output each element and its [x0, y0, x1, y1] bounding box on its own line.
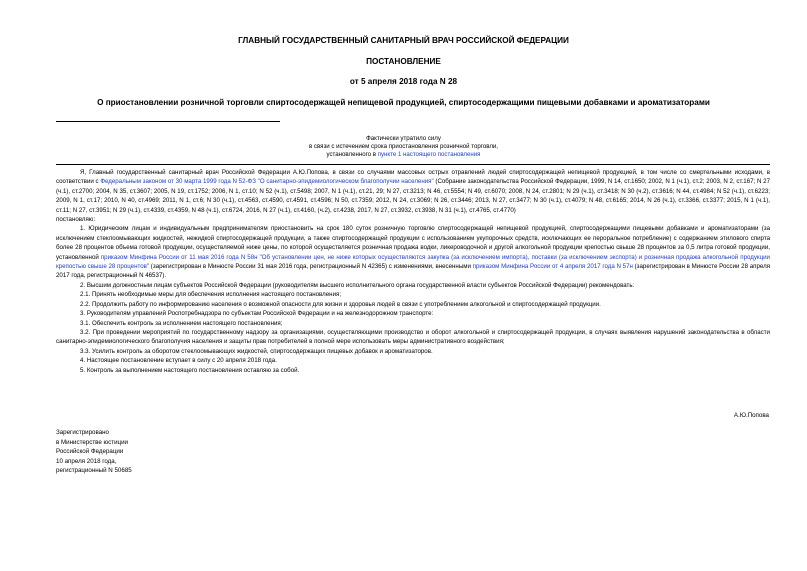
federal-law-link[interactable]: Федеральным законом от 30 марта 1999 года N 52-ФЗ "О санитарно-эпидемиологическом благополучии населения" [100, 178, 434, 186]
preamble-text-2: (Собрание законодательства Российской Федерации, 1999, N 14, ст.1650; 2002, N 1 (ч.1), ст.2; 2003, N 2, ст.167; N 27 (ч.1), ст.2700; 2004, N 35, ст.3607; 2005, N 19, ст.1752; 2006, N 1, ст.10; N 52 (ч.1), ст.5498; 2007, N 1 (ч.1), ст.21, 29; N 27, ст.3213; N 46, ст.5554; N 49, ст.6070; 2008, N 24, ст.2801; N 29 (ч.1), ст.3418; N 30 (ч.2), ст.3616; N 44, ст.4984; N 52 (ч.1), ст.6223; 2009, N 1, ст.17; 2010, N 40, ст.4969; 2011, N 1, ст.6; N 30 (ч.1), ст.4563, ст.4590, ст.4591, ст.4596; N 50, ст.7359; 2012, N 24, ст.3069; N 26, ст.3446; 2013, N 27, ст.3477; N 30 (ч.1), ст.4079; N 48, ст.6165; 2014, N 26 (ч.1), ст.3366, ст.3377; 2015, N 1 (ч.1), ст.11; N 27, ст.3951; N 29 (ч.1), ст.4339, ст.4359, N 48 (ч.1), ст.6724, 2016, N 27 (ч.1), ст.4160, (ч.2), ст.4238, 2017, N 27, ст.3932, ст.3938, N 31 (ч.1), ст.4765, ст.4770) [56, 178, 770, 214]
registration-line: в Министерстве юстиции [56, 438, 129, 446]
separator-short [56, 121, 280, 122]
minfin-order-57n-link[interactable]: приказом Минфина России от 4 апреля 2017 года N 57н [472, 263, 633, 271]
item-1-paragraph [56, 224, 770, 280]
item-3-1: 3.1. Обеспечить контроль за исполнением настоящего постановления; [80, 319, 283, 327]
item-4: 4. Настоящее постановление вступает в силу с 20 апреля 2018 года. [80, 357, 277, 365]
status-note-text: установленного в [326, 151, 378, 158]
minfin-order-58n-link[interactable]: приказом Минфина России от 11 мая 2016 года N 58н "Об установлении цен, не ниже которых осуществляются закупка (за исключением импорта), поставки (за исключением экспорта) и розничная продажа алкогольной продукции крепостью свыше 28 процентов" [56, 253, 770, 271]
item-3: 3. Руководителям управлений Роспотребнадзора по субъектам Российской Федерации и на железнодорожном транспорте: [80, 310, 434, 318]
registration-line: Российской Федерации [56, 448, 124, 456]
item-3-3: 3.3. Усилить контроль за оборотом стеклоомывающих жидкостей, спиртосодержащих пищевых добавок и ароматизаторов. [80, 347, 433, 355]
issuer-heading: ГЛАВНЫЙ ГОСУДАРСТВЕННЫЙ САНИТАРНЫЙ ВРАЧ РОССИЙСКОЙ ФЕДЕРАЦИИ [238, 36, 569, 45]
item-5: 5. Контроль за выполнением настоящего постановления оставляю за собой. [80, 366, 300, 374]
registration-line: Зарегистрировано [56, 429, 109, 436]
item-1-text-1: 1. Юридическим лицам и индивидуальным предпринимателям приостановить на срок 180 суток розничную торговлю спиртосодержащей непищевой продукцией, спиртосодержащими пищевыми добавками и ароматизаторами (за исключением стеклоомывающих жидкостей, нежидкой спиртосодержащей продукции, а также спиртосодержащей продукции с использованием укупорочных средств, исключающих ее пероральное потребление) с содержанием этилового спирта более 28 процентов объема готовой продукции, осуществляемой ниже цены, по которой осуществляется розничная продажа водки, ликероводочной и другой алкогольной продукции крепостью свыше 28 процентов за 0,5 литра готовой продукции, установленной [56, 225, 770, 261]
preamble-text-1: Я, Главный государственный санитарный врач Российской Федерации А.Ю.Попова, в связи со случаями массовых острых отравлений людей спиртосодержащей непищевой продукцией, в том числе со смертельными исходами, в соответствии с [56, 169, 770, 186]
preamble-paragraph [56, 168, 770, 215]
item-3-2: 3.2. При проведении мероприятий по государственному надзору за организациями, осуществляющими производство и оборот алкогольной и спиртосодержащей продукции, в случаях выявления нарушений законодательства в области санитарно-эпидемиологического благополучия населения и защиты прав потребителей в полной мере использовать меры административного воздействия; [56, 328, 770, 346]
resolve-line: постановляю: [56, 216, 96, 224]
separator-long [56, 164, 770, 165]
registration-line: 10 апреля 2018 года, [56, 457, 117, 465]
status-note-line-1: Фактически утратило силу [366, 135, 441, 142]
date-number-heading: от 5 апреля 2018 года N 28 [349, 77, 458, 86]
item-2: 2. Высшим должностным лицам субъектов Российской Федерации (руководителям высшего исполнительного органа государственной власти субъектов Российской Федерации) рекомендовать: [80, 281, 635, 289]
registration-block [56, 428, 132, 476]
signature: А.Ю.Попова [733, 412, 769, 419]
item-2-2: 2.2. Продолжить работу по информированию населения о возможной опасности для жизни и здоровья людей в связи с употреблением алкогольной и спиртосодержащей продукции. [80, 300, 601, 308]
document-type-heading: ПОСТАНОВЛЕНИЕ [366, 57, 441, 66]
status-note-line-3 [0, 151, 807, 159]
document-body [56, 168, 770, 375]
status-note-link[interactable]: пункте 1 настоящего постановления [377, 151, 481, 158]
item-2-1: 2.1. Принять необходимые меры для обеспечения исполнения настоящего постановления; [80, 291, 342, 299]
document-title: О приостановлении розничной торговли спиртосодержащей непищевой продукцией, спиртосодержащими пищевыми добавками и ароматизаторами [97, 98, 710, 107]
status-note-line-2: в связи с истечением срока приостановления розничной торговли, [309, 143, 498, 150]
item-1-text-2: (зарегистрирован в Минюсте России 31 мая 2016 года, регистрационный N 42365) с изменениями, внесенными [149, 263, 473, 271]
item-1-text-3: (зарегистрирован в Минюсте России 28 апреля 2017 года, регистрационный N 46537). [56, 263, 770, 280]
registration-line: регистрационный N 50685 [56, 467, 132, 475]
